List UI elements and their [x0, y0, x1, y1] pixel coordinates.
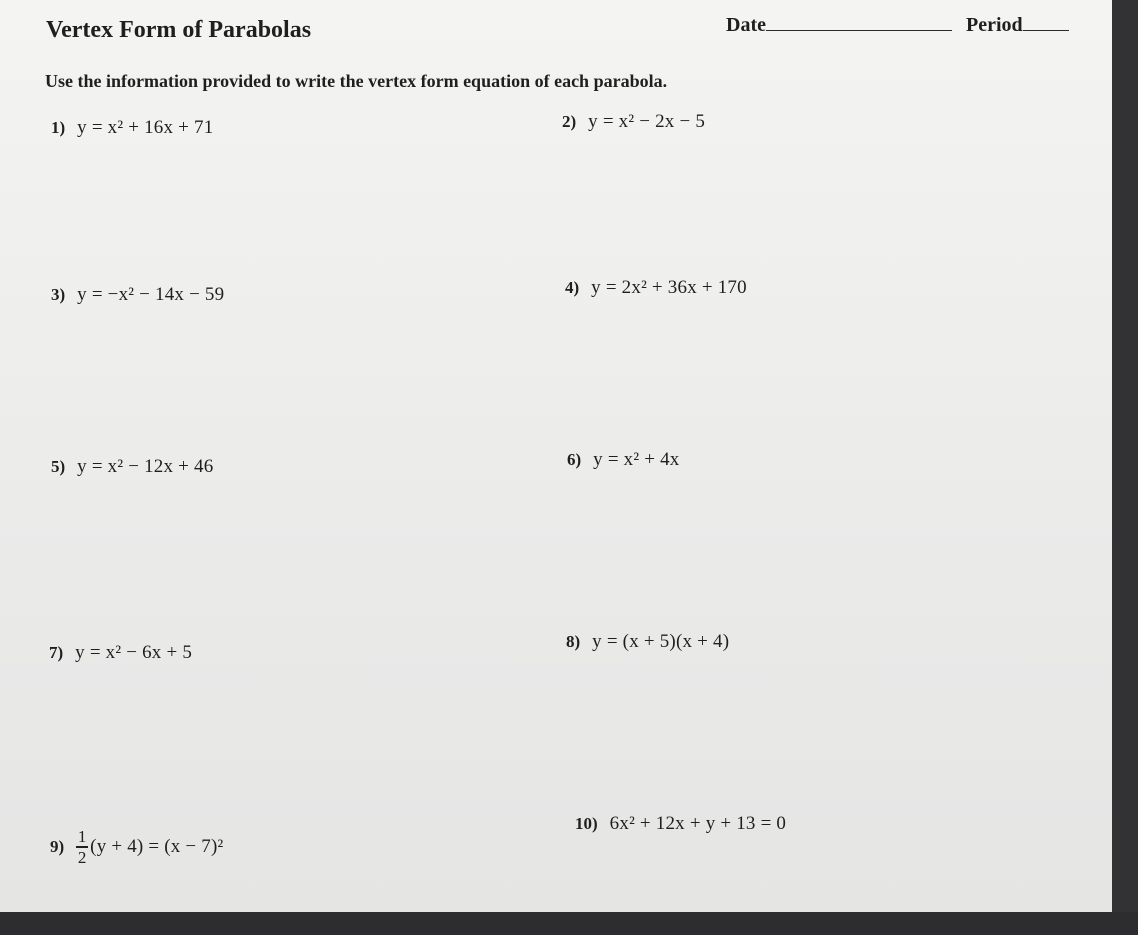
fraction	[76, 828, 88, 866]
problem-number: 2)	[562, 112, 577, 131]
problem-equation: y = x² + 4x	[593, 449, 680, 470]
problem-number: 10)	[575, 814, 598, 833]
date-field	[726, 12, 952, 38]
background-edge	[1112, 0, 1138, 935]
problem-number: 9)	[50, 836, 65, 856]
fraction-denominator: 2	[77, 847, 87, 867]
problem-3	[51, 283, 224, 307]
problem-number: 6)	[567, 450, 582, 469]
problem-number: 5)	[51, 457, 66, 476]
problem-equation: y = (x + 5)(x + 4)	[592, 631, 730, 652]
period-field	[966, 12, 1069, 38]
problem-equation: y = −x² − 14x − 59	[77, 284, 225, 305]
problem-9	[50, 828, 223, 866]
problem-number: 7)	[49, 643, 64, 662]
problem-number: 8)	[566, 632, 581, 651]
problem-number: 1)	[51, 118, 66, 137]
problem-number: 3)	[51, 285, 66, 304]
period-label: Period	[966, 14, 1023, 36]
problem-equation: 6x² + 12x + y + 13 = 0	[609, 813, 787, 834]
problem-10	[575, 812, 786, 836]
problem-8	[566, 630, 729, 654]
problem-equation: (y + 4) = (x − 7)²	[90, 835, 224, 857]
problem-6	[567, 448, 680, 472]
instructions: Use the information provided to write the vertex form equation of each parabola.	[45, 71, 668, 91]
problem-7	[49, 641, 192, 665]
problem-number: 4)	[565, 278, 580, 297]
fraction-numerator: 1	[77, 827, 87, 846]
problem-equation: y = 2x² + 36x + 170	[591, 277, 747, 298]
date-blank	[766, 12, 952, 31]
problem-5	[51, 455, 213, 479]
problem-equation: y = x² + 16x + 71	[77, 117, 214, 138]
background-bottom	[0, 912, 1138, 935]
problem-equation: y = x² − 12x + 46	[77, 456, 214, 477]
problem-equation: y = x² − 6x + 5	[75, 642, 193, 663]
problem-equation: y = x² − 2x − 5	[588, 111, 706, 132]
problem-1	[51, 116, 213, 140]
period-blank	[1023, 12, 1069, 31]
date-label: Date	[726, 14, 766, 36]
problem-2	[562, 110, 705, 134]
worksheet-title: Vertex Form of Parabolas	[46, 17, 312, 43]
problem-4	[565, 276, 747, 300]
problem-equation-group	[76, 828, 223, 866]
